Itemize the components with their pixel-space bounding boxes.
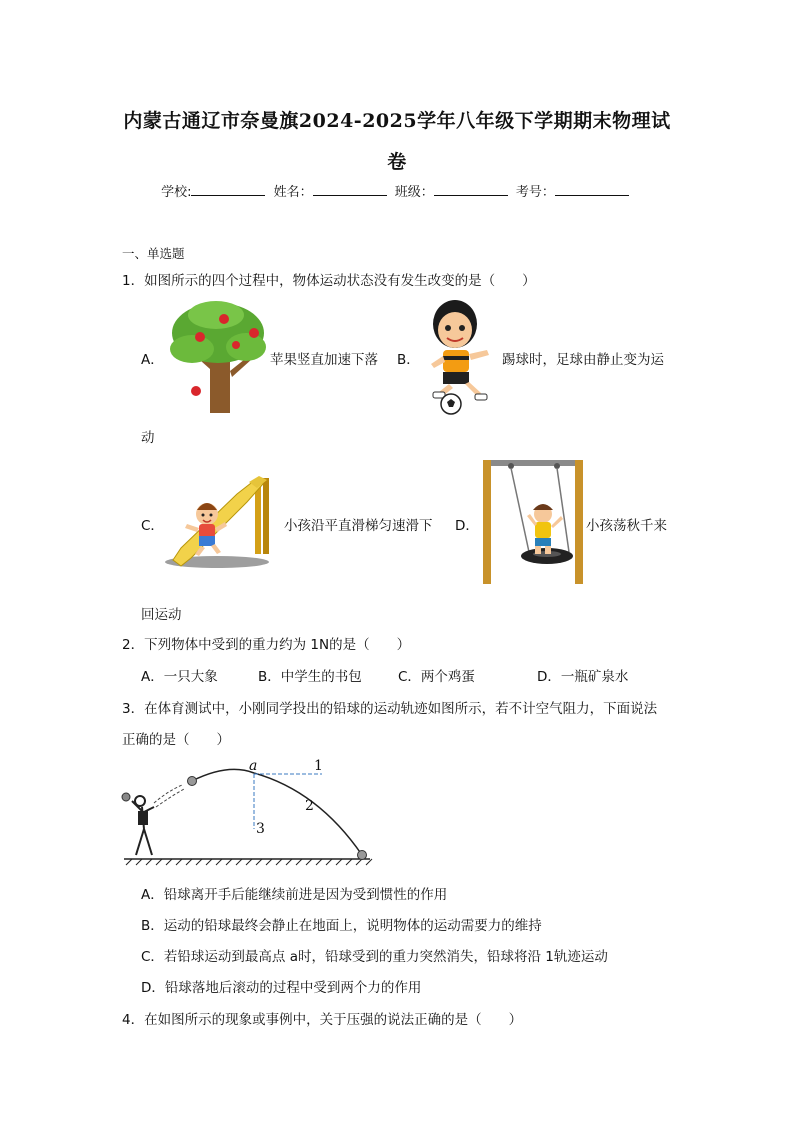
q2-option-a: A．一只大象 [141, 669, 218, 685]
trajectory-label-1: 1 [314, 758, 323, 774]
trajectory-label-3: 3 [256, 821, 265, 837]
q2-option-c: C．两个鸡蛋 [398, 669, 475, 685]
q2-option-d: D．一瓶矿泉水 [537, 669, 629, 685]
q3-option-a: A．铅球离开手后能继续前进是因为受到惯性的作用 [141, 887, 448, 903]
q1-option-a-text: 苹果竖直加速下落 [270, 352, 378, 368]
id-blank[interactable] [555, 183, 629, 196]
q1-option-a-letter: A． [141, 352, 164, 368]
q3-option-d: D．铅球落地后滚动的过程中受到两个力的作用 [141, 980, 422, 996]
q1-option-c-letter: C． [141, 518, 164, 534]
trajectory-label-a: a [249, 758, 258, 774]
page-title: 内蒙古通辽市奈曼旗2024-2025学年八年级下学期期末物理试 [123, 110, 671, 132]
class-label: 班级： [394, 185, 434, 200]
section-heading: 一、单选题 [122, 246, 185, 261]
q1-option-d-continuation: 回运动 [141, 607, 182, 623]
boy-kicking-ball-image [425, 298, 497, 416]
q1-option-c-text: 小孩沿平直滑梯匀速滑下 [284, 518, 433, 534]
q2-option-b: B．中学生的书包 [258, 669, 362, 685]
student-info-row [0, 181, 794, 200]
q3-stem-line2: 正确的是（ ） [122, 732, 230, 748]
q1-option-b-text: 踢球时，足球由静止变为运 [502, 352, 664, 368]
q1-option-d-letter: D． [455, 518, 479, 534]
q1-stem: 1．如图所示的四个过程中，物体运动状态没有发生改变的是（ ） [122, 273, 536, 289]
school-label: 学校: [161, 185, 192, 200]
q3-option-c: C．若铅球运动到最高点 a时，铅球受到的重力突然消失，铅球将沿 1轨迹运动 [141, 949, 608, 965]
school-blank[interactable] [191, 183, 265, 196]
id-label: 考号： [515, 185, 555, 200]
q1-option-b-letter: B． [397, 352, 420, 368]
slide-image [163, 474, 271, 570]
trajectory-label-2: 2 [305, 798, 314, 814]
swing-image [481, 456, 587, 588]
apple-tree-image [166, 299, 268, 415]
name-blank[interactable] [313, 183, 387, 196]
name-label: 姓名： [273, 185, 313, 200]
q2-stem: 2．下列物体中受到的重力约为 1N的是（ ） [122, 637, 411, 653]
class-blank[interactable] [434, 183, 508, 196]
shot-put-trajectory-figure [118, 755, 378, 869]
q1-option-b-continuation: 动 [141, 430, 155, 446]
q3-stem-line1: 3．在体育测试中，小刚同学投出的铅球的运动轨迹如图所示，若不计空气阻力，下面说法 [122, 701, 658, 717]
q1-option-d-text: 小孩荡秋千来 [586, 518, 667, 534]
q4-stem: 4．在如图所示的现象或事例中，关于压强的说法正确的是（ ） [122, 1012, 523, 1028]
page-title-continued: 卷 [387, 151, 407, 173]
q3-option-b: B．运动的铅球最终会静止在地面上，说明物体的运动需要力的维持 [141, 918, 542, 934]
